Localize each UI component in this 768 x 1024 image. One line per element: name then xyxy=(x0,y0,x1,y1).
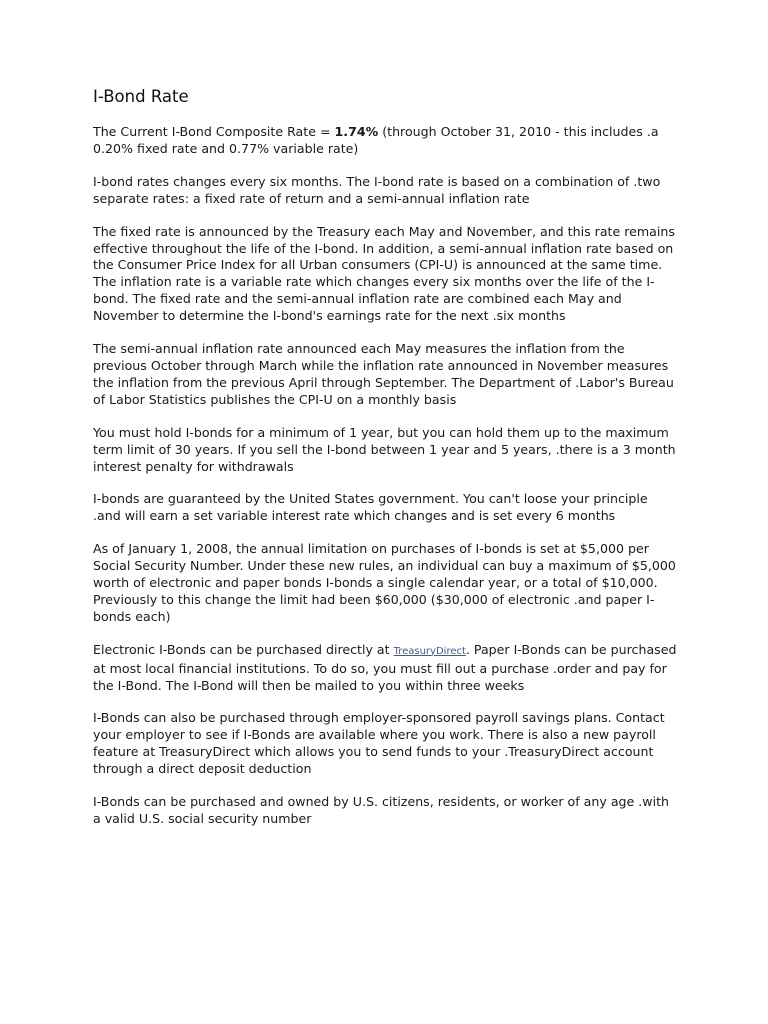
composite-rate-intro: The Current I-Bond Composite Rate = xyxy=(93,124,335,139)
composite-rate-value: 1.74% xyxy=(334,124,379,139)
paragraph-rate-changes: I-bond rates changes every six months. The I-bond rate is based on a combination of .two separate rates: a fixed rate of return and a semi-annual inflation rate xyxy=(93,173,661,206)
paragraph-eligibility: I-Bonds can be purchased and owned by U.S. citizens, residents, or worker of any age .with a valid U.S. social security number xyxy=(93,794,670,826)
composite-rate-detail: (through October 31, 2010 - this includes .a 0.20% fixed rate and 0.77% variable rate) xyxy=(93,124,659,156)
paragraph-guarantee: I-bonds are guaranteed by the United States government. You can't loose your principle .and will earn a set variable interest rate which changes and is set every 6 months xyxy=(93,491,648,524)
paragraph-composite-rate xyxy=(93,124,678,158)
paragraph-inflation-rate: The semi-annual inflation rate announced each May measures the inflation from the previous October through March while the inflation rate announced in November measures the inflation from the previous April through September. The Department of .Labor's Bureau of Labor Statistics publishes the CPI-U on a monthly basis xyxy=(93,341,674,407)
page-title: I-Bond Rate xyxy=(93,87,189,106)
paragraph-fixed-rate: The fixed rate is announced by the Treasury each May and November, and this rate remains effective throughout the life of the I-bond. In addition, a semi-annual inflation rate based on the Consumer Price Index for all Urban consumers (CPI-U) is announced at the same time. The inflation rate is a variable rate which changes every six months over the life of the I-bond. The fixed rate and the semi-annual inflation rate are combined each May and November to determine the I-bond's earnings rate for the next .six months xyxy=(93,223,675,324)
document-page xyxy=(93,86,678,844)
paragraph-holding-period: You must hold I-bonds for a minimum of 1 year, but you can hold them up to the maximum term limit of 30 years. If you sell the I-bond between 1 year and 5 years, .there is a 3 month interest penalty for withdrawals xyxy=(93,424,676,474)
treasurydirect-link[interactable]: TreasuryDirect xyxy=(393,645,466,657)
electronic-purchase-intro: Electronic I-Bonds can be purchased directly at xyxy=(93,641,394,657)
electronic-purchase-detail: . Paper I-Bonds can be purchased at most local financial institutions. To do so, you must fill out a purchase .order and pay for the I-Bond. The I-Bond will then be mailed to you within three weeks xyxy=(93,641,677,693)
paragraph-payroll-savings: I-Bonds can also be purchased through employer-sponsored payroll savings plans. Contact your employer to see if I-Bonds are available where you work. There is also a new payroll feature at TreasuryDirect which allows you to send funds to your .TreasuryDirect account through a direct deposit deduction xyxy=(93,710,665,777)
paragraph-electronic-purchase xyxy=(93,642,678,695)
paragraph-purchase-limits: As of January 1, 2008, the annual limitation on purchases of I-bonds is set at $5,000 per Social Security Number. Under these new rules, an individual can buy a maximum of $5,000 worth of electronic and paper bonds I-bonds a single calendar year, or a total of $10,000. Previously to this change the limit had been $60,000 ($30,000 of electronic .and paper I-bonds each) xyxy=(93,541,676,624)
